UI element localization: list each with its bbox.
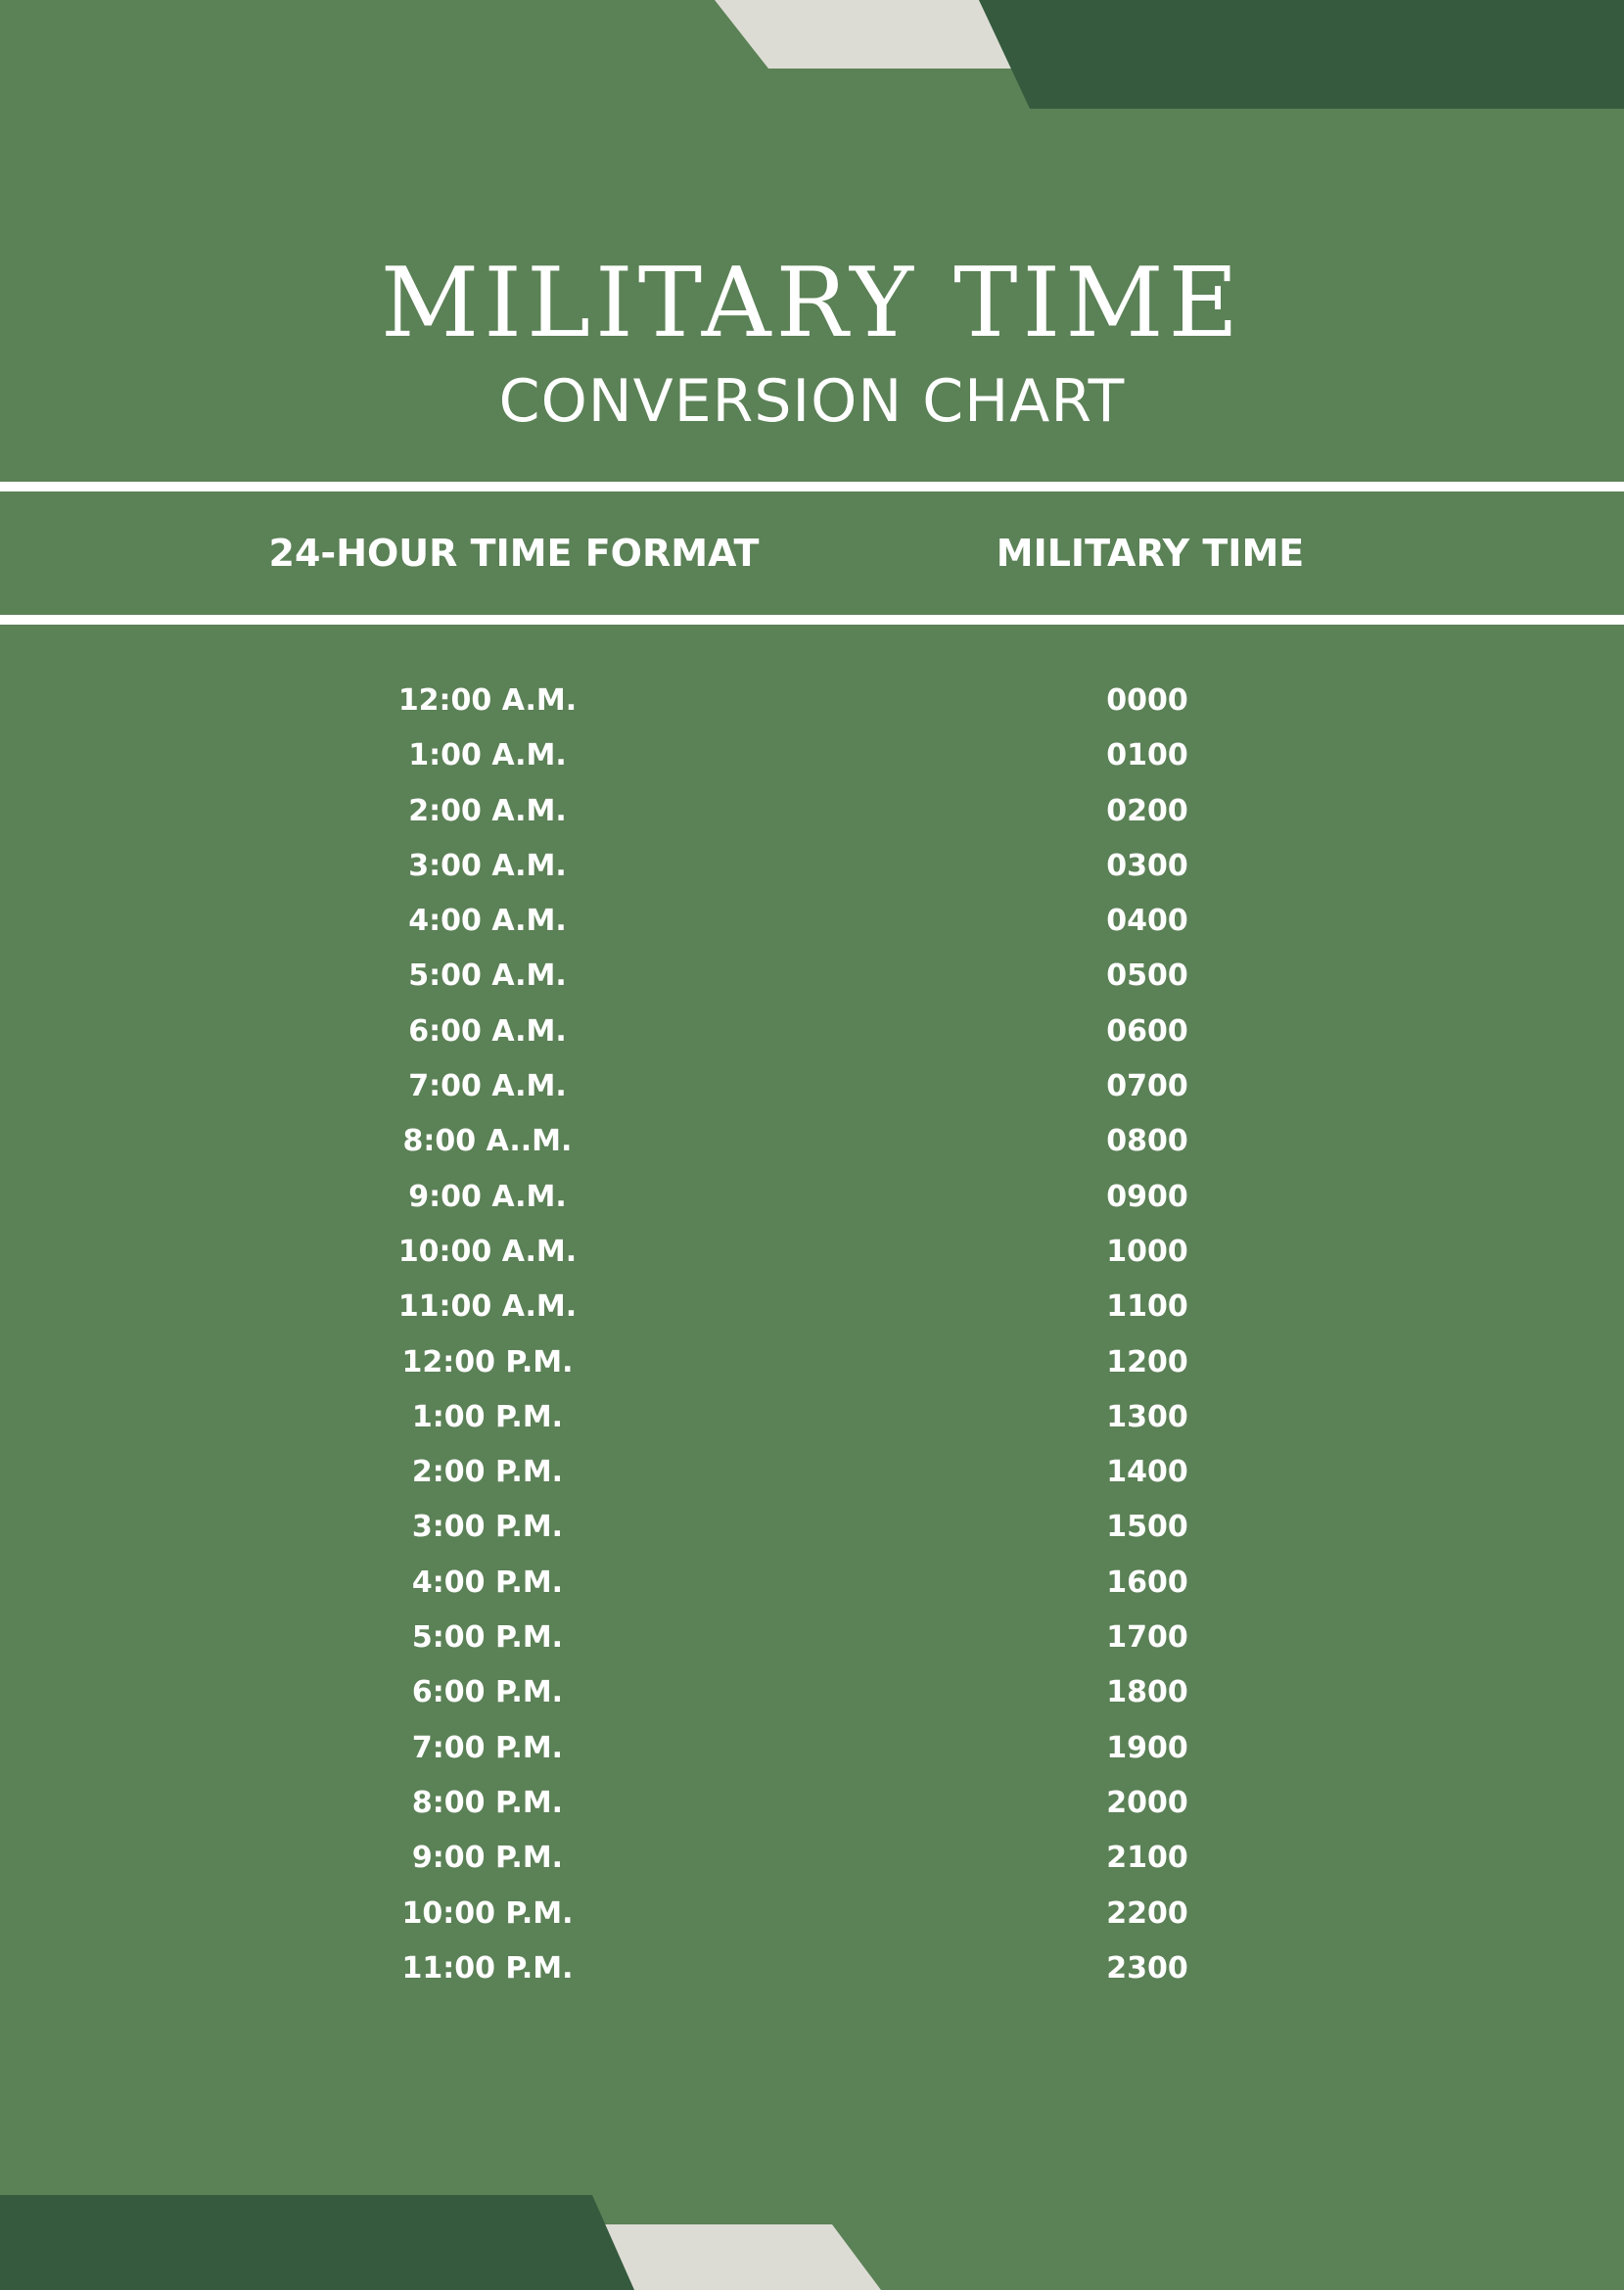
cell-military-time: 1400 [1106, 1455, 1188, 1490]
cell-24-hour-time: 12:00 P.M. [401, 1344, 574, 1379]
cell-military-time: 1300 [1106, 1399, 1188, 1434]
cell-military-time: 1200 [1106, 1344, 1188, 1379]
cell-military-time: 0200 [1106, 793, 1188, 828]
cell-24-hour-time: 7:00 P.M. [411, 1730, 564, 1765]
cell-24-hour-time: 12:00 A.M. [397, 683, 578, 718]
column-header-24-hour: 24-HOUR TIME FORMAT [268, 532, 760, 575]
cell-24-hour-time: 4:00 P.M. [411, 1565, 564, 1600]
table-row [0, 1665, 1624, 1720]
cell-24-hour-time: 3:00 A.M. [408, 848, 567, 883]
cell-military-time: 1700 [1106, 1620, 1188, 1656]
title-block [0, 245, 1624, 441]
table-row [0, 784, 1624, 839]
cell-military-time: 1500 [1106, 1510, 1188, 1545]
top-dark-band [0, 0, 1624, 117]
cell-24-hour-time: 5:00 A.M. [408, 958, 567, 994]
cell-military-time: 0500 [1106, 958, 1188, 994]
cell-military-time: 2200 [1106, 1895, 1188, 1931]
cell-24-hour-time: 10:00 P.M. [401, 1895, 574, 1931]
table-row [0, 1776, 1624, 1831]
table-row [0, 1005, 1624, 1059]
bottom-dark-band [0, 2154, 1624, 2290]
cell-24-hour-time: 6:00 P.M. [411, 1675, 564, 1710]
cell-24-hour-time: 7:00 A.M. [408, 1069, 567, 1104]
cell-military-time: 1600 [1106, 1565, 1188, 1600]
conversion-table [0, 674, 1624, 1996]
table-row [0, 728, 1624, 783]
table-row [0, 949, 1624, 1004]
table-row [0, 1611, 1624, 1665]
cell-military-time: 0900 [1106, 1179, 1188, 1214]
cell-24-hour-time: 11:00 P.M. [401, 1950, 574, 1986]
cell-military-time: 0000 [1106, 683, 1188, 718]
header-bottom-rule [0, 615, 1624, 625]
cell-24-hour-time: 1:00 P.M. [411, 1399, 564, 1434]
table-row [0, 1225, 1624, 1280]
table-row [0, 1335, 1624, 1390]
cell-24-hour-time: 11:00 A.M. [397, 1289, 578, 1325]
cell-24-hour-time: 10:00 A.M. [397, 1234, 578, 1269]
table-row [0, 1170, 1624, 1225]
cell-24-hour-time: 2:00 A.M. [408, 793, 567, 828]
cell-military-time: 1100 [1106, 1289, 1188, 1325]
cell-military-time: 0800 [1106, 1124, 1188, 1159]
cell-military-time: 0600 [1106, 1013, 1188, 1049]
cell-military-time: 1900 [1106, 1730, 1188, 1765]
table-row [0, 1556, 1624, 1611]
cell-24-hour-time: 8:00 P.M. [411, 1785, 564, 1820]
cell-military-time: 0100 [1106, 738, 1188, 773]
cell-military-time: 1000 [1106, 1234, 1188, 1269]
table-row [0, 1280, 1624, 1334]
page-title: MILITARY TIME [380, 248, 1244, 359]
table-row [0, 839, 1624, 894]
header-top-rule [0, 482, 1624, 491]
cell-military-time: 2100 [1106, 1841, 1188, 1876]
cell-military-time: 1800 [1106, 1675, 1188, 1710]
cell-military-time: 0300 [1106, 848, 1188, 883]
cell-military-time: 2300 [1106, 1950, 1188, 1986]
table-header [0, 494, 1624, 612]
cell-24-hour-time: 1:00 A.M. [408, 738, 567, 773]
table-row [0, 1887, 1624, 1941]
cell-24-hour-time: 9:00 A.M. [408, 1179, 567, 1214]
table-row [0, 1059, 1624, 1114]
table-row [0, 1500, 1624, 1555]
table-row [0, 1114, 1624, 1169]
cell-military-time: 2000 [1106, 1785, 1188, 1820]
table-row [0, 1445, 1624, 1500]
cell-24-hour-time: 8:00 A..M. [402, 1124, 573, 1159]
cell-military-time: 0400 [1106, 904, 1188, 939]
cell-24-hour-time: 3:00 P.M. [411, 1510, 564, 1545]
cell-24-hour-time: 9:00 P.M. [411, 1841, 564, 1876]
table-row [0, 1390, 1624, 1445]
table-row [0, 1721, 1624, 1776]
table-row [0, 894, 1624, 949]
cell-military-time: 0700 [1106, 1069, 1188, 1104]
cell-24-hour-time: 4:00 A.M. [408, 904, 567, 939]
column-header-military: MILITARY TIME [996, 532, 1305, 575]
table-row [0, 1941, 1624, 1996]
table-row [0, 1831, 1624, 1886]
cell-24-hour-time: 2:00 P.M. [411, 1455, 564, 1490]
page-subtitle: CONVERSION CHART [498, 367, 1126, 436]
table-row [0, 674, 1624, 728]
cell-24-hour-time: 6:00 A.M. [408, 1013, 567, 1049]
cell-24-hour-time: 5:00 P.M. [411, 1620, 564, 1656]
